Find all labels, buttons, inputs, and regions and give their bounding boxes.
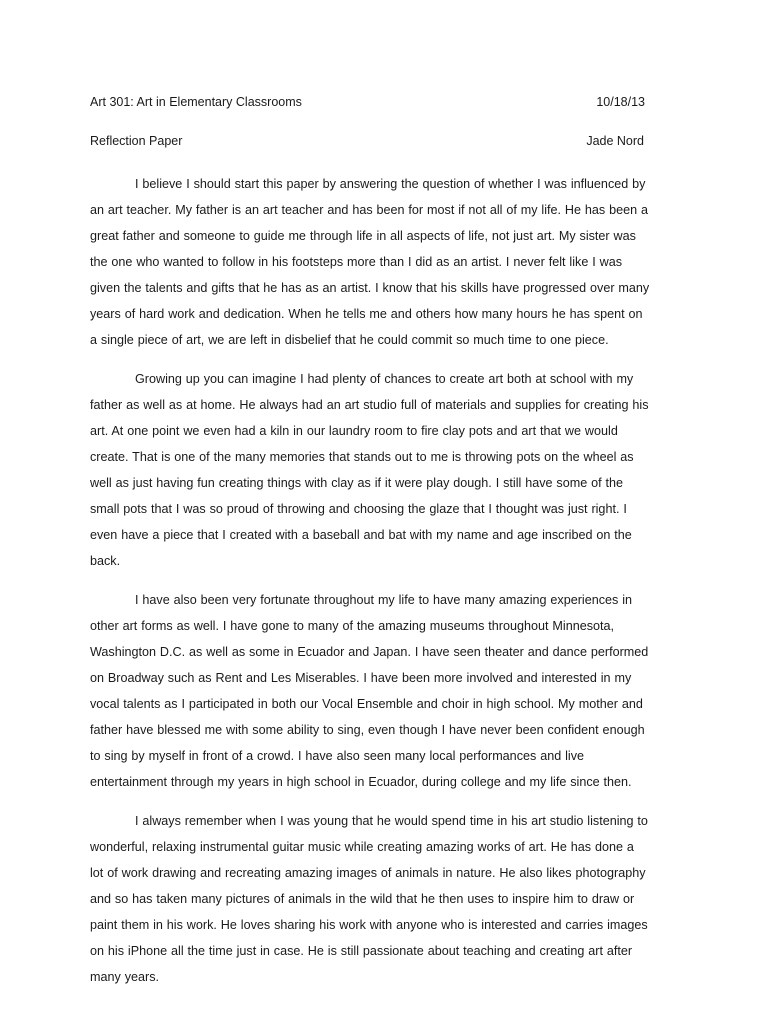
header-row-title bbox=[90, 133, 645, 149]
paragraph-1: I believe I should start this paper by answering the question of whether I was influenced by an art teacher. My father is an art teacher and has been for most if not all of my life. He has been a great father and someone to guide me through life in all aspects of life, not just art. My sister was the one who wanted to follow in his footsteps more than I did as an artist. I never felt like I was given the talents and gifts that he has as an artist. I know that his skills have progressed over many years of hard work and dedication. When he tells me and others how many hours he has spent on a single piece of art, we are left in disbelief that he could commit so much time to one piece. bbox=[90, 177, 650, 347]
course-title: Art 301: Art in Elementary Classrooms bbox=[90, 95, 302, 109]
document-body bbox=[90, 171, 650, 1003]
paper-title: Reflection Paper bbox=[90, 134, 183, 148]
document-date: 10/18/13 bbox=[596, 95, 645, 109]
paragraph-2: Growing up you can imagine I had plenty of chances to create art both at school with my father as well as at home. He always had an art studio full of materials and supplies for creating his art. At one point we even had a kiln in our laundry room to fire clay pots and art that we would create. That is one of the many memories that stands out to me is throwing pots on the wheel as well as just having fun creating things with clay as if it were play dough. I still have some of the small pots that I was so proud of throwing and choosing the glaze that I thought was just right. I even have a piece that I created with a baseball and bat with my name and age inscribed on the back. bbox=[90, 372, 649, 568]
header-row-course bbox=[90, 94, 645, 110]
paragraph-3: I have also been very fortunate throughout my life to have many amazing experiences in other art forms as well. I have gone to many of the amazing museums throughout Minnesota, Washington D.C. as well as some in Ecuador and Japan. I have seen theater and dance performed on Broadway such as Rent and Les Miserables. I have been more involved and interested in my vocal talents as I participated in both our Vocal Ensemble and choir in high school. My mother and father have blessed me with some ability to sing, even though I have never been confident enough to sing by myself in front of a crowd. I have also seen many local performances and live entertainment through my years in high school in Ecuador, during college and my life since then. bbox=[90, 593, 649, 789]
author-name: Jade Nord bbox=[586, 134, 644, 148]
paragraph-4: I always remember when I was young that he would spend time in his art studio listening to wonderful, relaxing instrumental guitar music while creating amazing works of art. He has done a lot of work drawing and recreating amazing images of animals in nature. He also likes photography and so has taken many pictures of animals in the wild that he then uses to inspire him to draw or paint them in his work. He loves sharing his work with anyone who is interested and carries images on his iPhone all the time just in case. He is still passionate about teaching and creating art after many years. bbox=[90, 814, 648, 984]
